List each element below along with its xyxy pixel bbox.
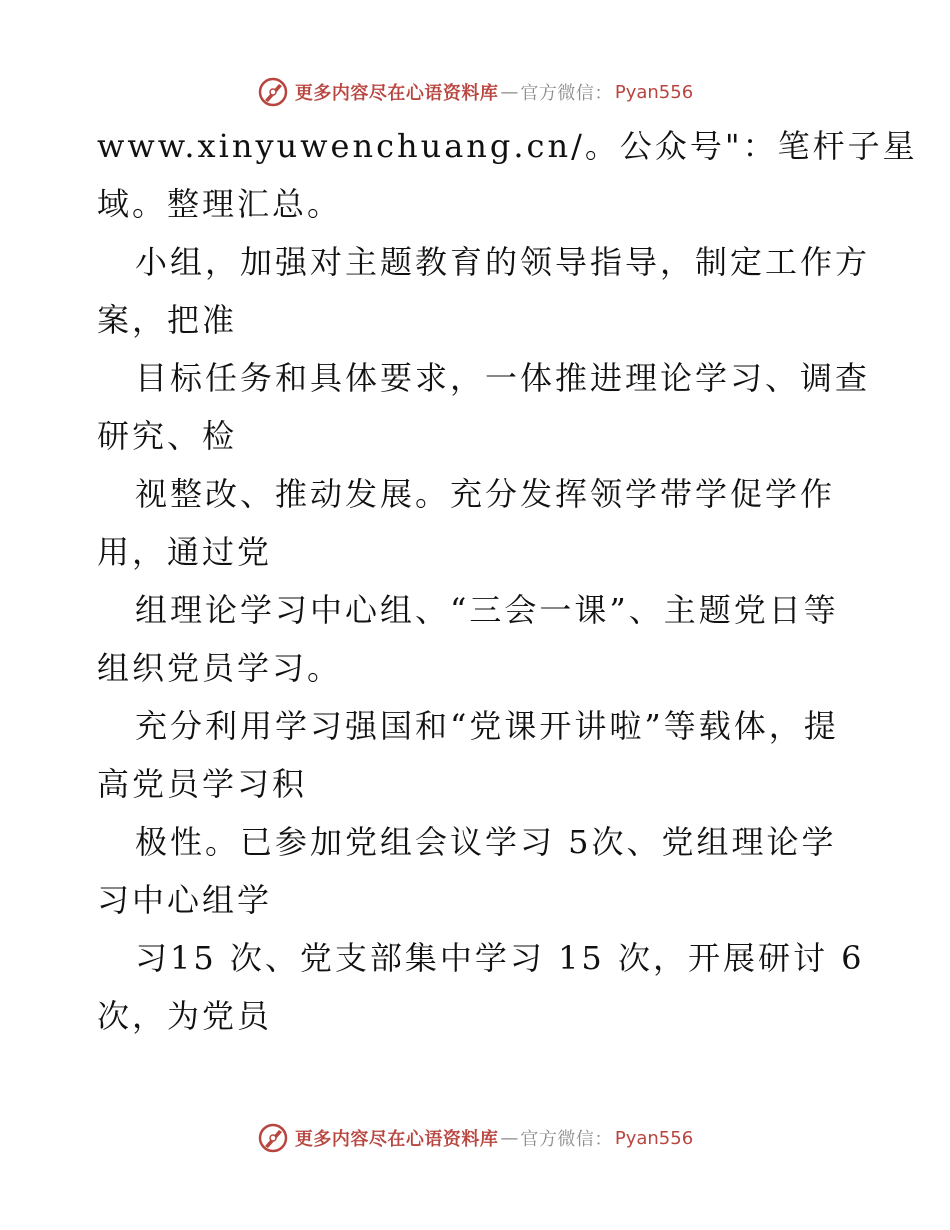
header-watermark xyxy=(0,72,950,112)
text-line: 充分利用学习强国和“党课开讲啦”等载体，提 xyxy=(135,707,839,745)
text-line: 组织党员学习。 xyxy=(97,649,343,687)
text-line: 域。整理汇总。 xyxy=(97,185,343,223)
text-line: 小组，加强对主题教育的领导指导，制定工作方 xyxy=(135,243,871,281)
text-line: 习中心组学 xyxy=(97,881,273,919)
text-line: 高党员学习积 xyxy=(97,765,308,803)
text-line: 视整改、推动发展。充分发挥领学带学促学作 xyxy=(135,475,836,513)
text-line: 案，把准 xyxy=(97,301,238,339)
document-body xyxy=(97,117,918,1045)
text-line: 用，通过党 xyxy=(97,533,273,571)
text-line: 习15 次、党支部集中学习 15 次，开展研讨 6 xyxy=(135,939,865,977)
watermark-wechat-label: 官方微信： xyxy=(520,83,613,104)
text-line: 研究、检 xyxy=(97,417,238,455)
text-line: 次，为党员 xyxy=(97,997,273,1035)
watermark-main-text: 更多内容尽在心语资料库 xyxy=(294,83,499,104)
text-line: 极性。已参加党组会议学习 5次、党组理论学 xyxy=(135,823,837,861)
watermark-dash: — xyxy=(500,1127,519,1149)
text-line: www.xinyuwenchuang.cn/。公众号"：笔杆子星 xyxy=(97,127,918,165)
quill-circle-icon xyxy=(257,1122,289,1154)
watermark-wechat-id: Pyan556 xyxy=(614,1127,694,1149)
watermark-wechat-label: 官方微信： xyxy=(520,1129,613,1150)
text-line: 组理论学习中心组、“三会一课”、主题党日等 xyxy=(135,591,839,629)
quill-circle-icon xyxy=(257,76,289,108)
watermark-dash: — xyxy=(500,81,519,103)
footer-watermark xyxy=(0,1118,950,1158)
watermark-wechat-id: Pyan556 xyxy=(614,81,694,103)
text-line: 目标任务和具体要求，一体推进理论学习、调查 xyxy=(135,359,871,397)
watermark-main-text: 更多内容尽在心语资料库 xyxy=(294,1129,499,1150)
